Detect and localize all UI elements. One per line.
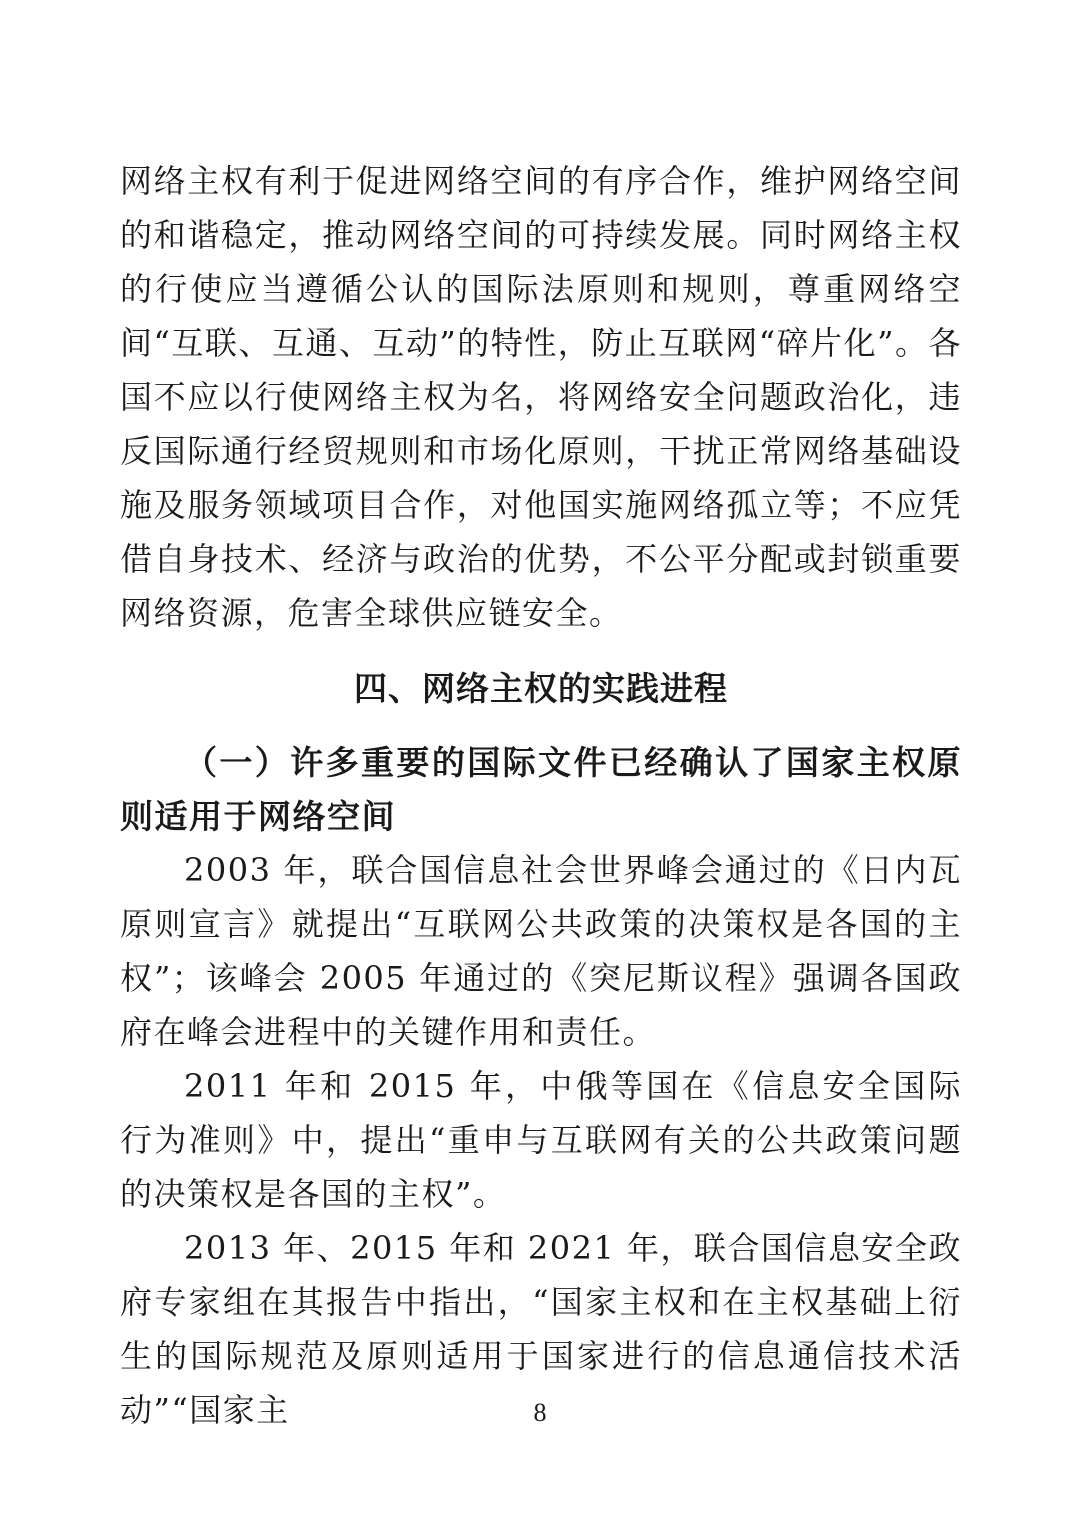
- paragraph-2003: 2003 年，联合国信息社会世界峰会通过的《日内瓦原则宣言》就提出“互联网公共政策的决策权是各国的主权”；该峰会 2005 年通过的《突尼斯议程》强调各国政府在峰会进程中的关键作用和责任。: [120, 851, 962, 1051]
- subsection-heading: （一）许多重要的国际文件已经确认了国家主权原则适用于网络空间: [120, 743, 962, 836]
- paragraph-2013: 2013 年、2015 年和 2021 年，联合国信息安全政府专家组在其报告中指出，“国家主权和在主权基础上衍生的国际规范及原则适用于国家进行的信息通信技术活动”“国家主: [120, 1229, 963, 1429]
- page-number: 8: [533, 1398, 547, 1427]
- section-heading: 四、网络主权的实践进程: [354, 669, 728, 708]
- paragraph-2011: 2011 年和 2015 年，中俄等国在《信息安全国际行为准则》中，提出“重申与互联网有关的公共政策问题的决策权是各国的主权”。: [120, 1067, 962, 1213]
- paragraph-continuation: 网络主权有利于促进网络空间的有序合作，维护网络空间的和谐稳定，推动网络空间的可持续发展。同时网络主权的行使应当遵循公认的国际法原则和规则，尊重网络空间“互联、互通、互动”的特性，防止互联网“碎片化”。各国不应以行使网络主权为名，将网络安全问题政治化，违反国际通行经贸规则和市场化原则，干扰正常网络基础设施及服务领域项目合作，对他国实施网络孤立等；不应凭借自身技术、经济与政治的优势，不公平分配或封锁重要网络资源，危害全球供应链安全。: [120, 162, 962, 632]
